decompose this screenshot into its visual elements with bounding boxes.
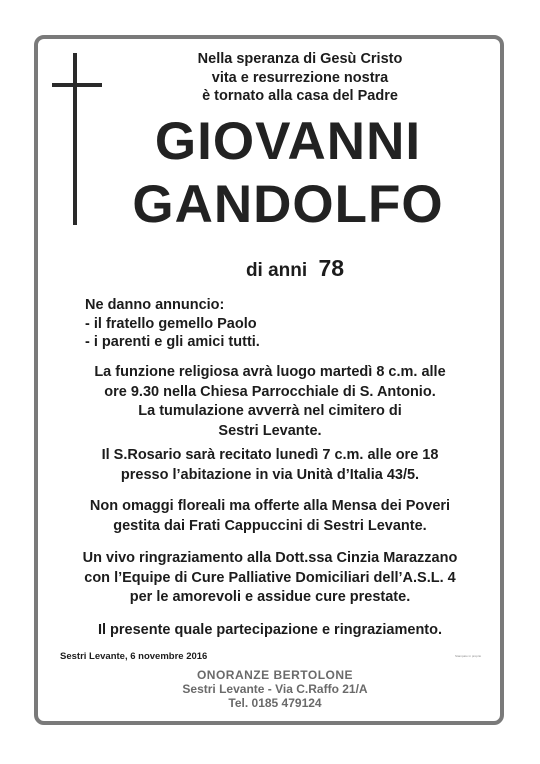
text-line: Sestri Levante. — [218, 422, 322, 439]
deceased-last-name: GANDOLFO — [132, 175, 444, 234]
rosary-paragraph — [50, 446, 490, 485]
text-line: per le amorevoli e assidue cure prestate. — [129, 589, 411, 605]
funeral-home-name: ONORANZE BERTOLONE — [196, 668, 354, 682]
text-line: Un vivo ringraziamento alla Dott.ssa Cinzia Marazzano — [82, 550, 458, 566]
flowers-paragraph — [50, 497, 490, 536]
dateline: Sestri Levante, 6 novembre 2016 — [60, 651, 208, 662]
text-line: presso l’abitazione in via Unità d’Italia 43/5. — [120, 466, 420, 483]
announcement-block — [85, 296, 260, 352]
closing-line: Il presente quale partecipazione e ringraziamento. — [97, 622, 443, 638]
thanks-paragraph — [50, 549, 490, 608]
relative-line: - il fratello gemello Paolo — [85, 315, 257, 332]
text-line: Il S.Rosario sarà recitato lunedì 7 c.m. alle ore 18 — [101, 447, 439, 463]
age-value: 78 — [318, 255, 345, 281]
deceased-age — [150, 256, 440, 283]
funeral-home-block — [120, 668, 430, 710]
intro-verse — [150, 50, 450, 106]
intro-line: vita e resurrezione nostra — [211, 69, 389, 86]
age-prefix: di anni — [245, 260, 308, 281]
funeral-home-phone: Tel. 0185 479124 — [228, 696, 322, 710]
intro-line: è tornato alla casa del Padre — [202, 88, 398, 104]
text-line: Non omaggi floreali ma offerte alla Mensa dei Poveri — [89, 498, 451, 514]
announcement-heading: Ne danno annuncio: — [85, 297, 225, 313]
funeral-home-address: Sestri Levante - Via C.Raffo 21/A — [182, 682, 368, 696]
text-line: con l’Equipe di Cure Palliative Domiciliari dell’A.S.L. 4 — [84, 569, 456, 586]
relative-line: - i parenti e gli amici tutti. — [85, 334, 260, 350]
text-line: gestita dai Frati Cappuccini di Sestri Levante. — [113, 517, 427, 534]
funeral-paragraph — [50, 363, 490, 441]
intro-line: Nella speranza di Gesù Cristo — [197, 51, 403, 67]
deceased-first-name: GIOVANNI — [154, 112, 422, 171]
text-line: La tumulazione avverrà nel cimitero di — [138, 403, 402, 419]
text-line: ore 9.30 nella Chiesa Parrocchiale di S. Antonio. — [104, 383, 436, 400]
cross-icon — [52, 53, 104, 225]
text-line: La funzione religiosa avrà luogo martedì 8 c.m. alle — [94, 364, 446, 380]
print-stamp: Stampato in proprio — [455, 654, 482, 658]
